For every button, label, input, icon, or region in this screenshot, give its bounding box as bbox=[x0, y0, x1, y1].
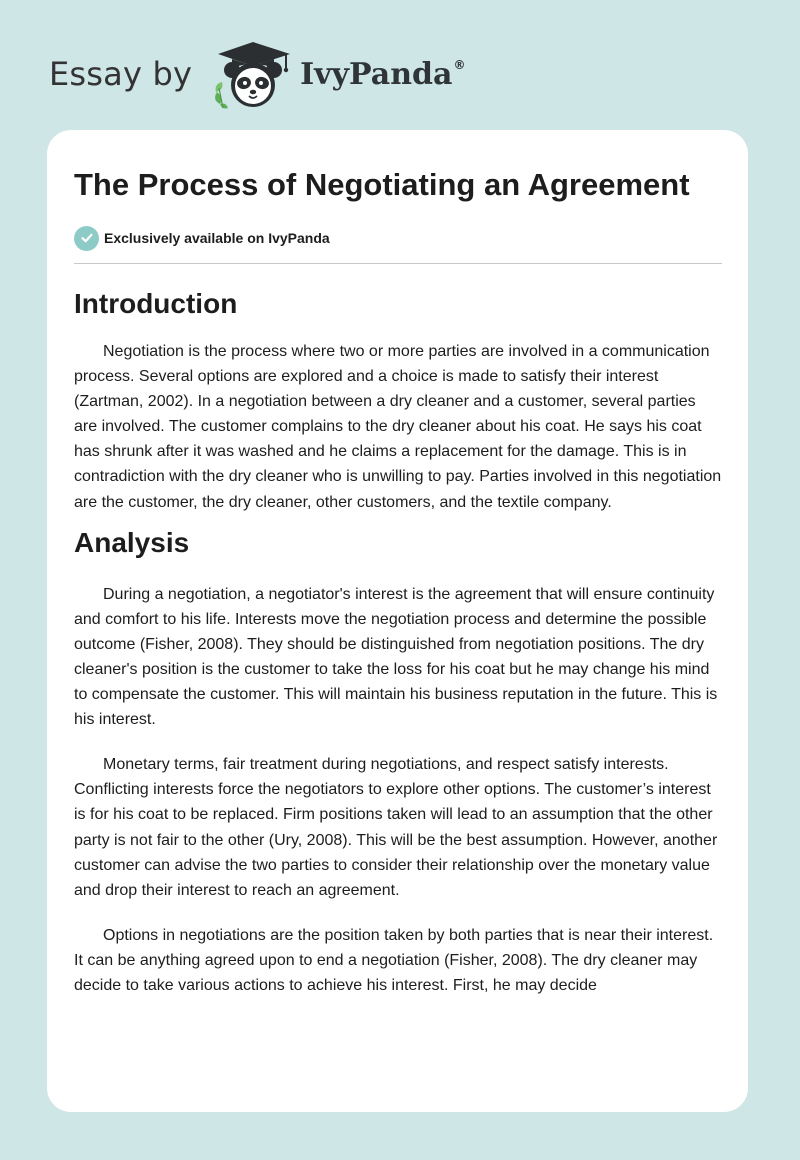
title-divider bbox=[74, 263, 722, 264]
brand-name: IvyPanda bbox=[300, 56, 453, 92]
brand-header[interactable] bbox=[49, 38, 465, 110]
registered-mark: ® bbox=[453, 58, 466, 72]
check-icon bbox=[74, 226, 99, 251]
ivypanda-logo-icon bbox=[210, 38, 296, 110]
essay-card bbox=[47, 130, 748, 1112]
paragraph: Negotiation is the process where two or more parties are involved in a communication process. Several options are explored and a choice is made to satisfy their interest (Zartman, 2002). In a negotiation between a dry cleaner and a customer, several parties are involved. The customer complains to the dry cleaner about his coat. He says his coat has shrunk after it was washed and he claims a replacement for the damage. This is in contradiction with the dry cleaner who is unwilling to pay. Parties involved in this negotiation are the customer, the dry cleaner, other customers, and the textile company. bbox=[74, 343, 722, 511]
paragraph: Options in negotiations are the position taken by both parties that is near their interest. It can be anything agreed upon to end a negotiation (Fisher, 2008). The dry cleaner may decide to take various actions to achieve his interest. First, he may decide bbox=[74, 926, 714, 994]
exclusive-label: Exclusively available on IvyPanda bbox=[104, 230, 330, 246]
paragraph: Monetary terms, fair treatment during negotiations, and respect satisfy interests. Conflicting interests force the negotiators to explore other options. The customer’s interest is for his coat to be replaced. Firm positions taken will lead to an assumption that the other party is not fair to the other (Ury, 2008). This will be the best assumption. However, another customer can advise the two parties to consider their relationship over the monetary value and drop their interest to reach an agreement. bbox=[74, 756, 718, 899]
exclusive-badge bbox=[74, 224, 722, 252]
brand-prefix: Essay by bbox=[49, 55, 193, 93]
section-heading-analysis: Analysis bbox=[74, 526, 190, 558]
paragraph: During a negotiation, a negotiator's interest is the agreement that will ensure continuity and comfort to his life. Interests move the negotiation process and determine the possible outcome (Fisher, 2008). They should be distinguished from negotiation positions. The dry cleaner's position is the customer to take the loss for his coat but he may change his mind to compensate the customer. This will maintain his business reputation in the future. This is his interest. bbox=[74, 585, 718, 729]
page-title: The Process of Negotiating an Agreement bbox=[74, 167, 690, 202]
section-heading-introduction: Introduction bbox=[74, 288, 238, 319]
